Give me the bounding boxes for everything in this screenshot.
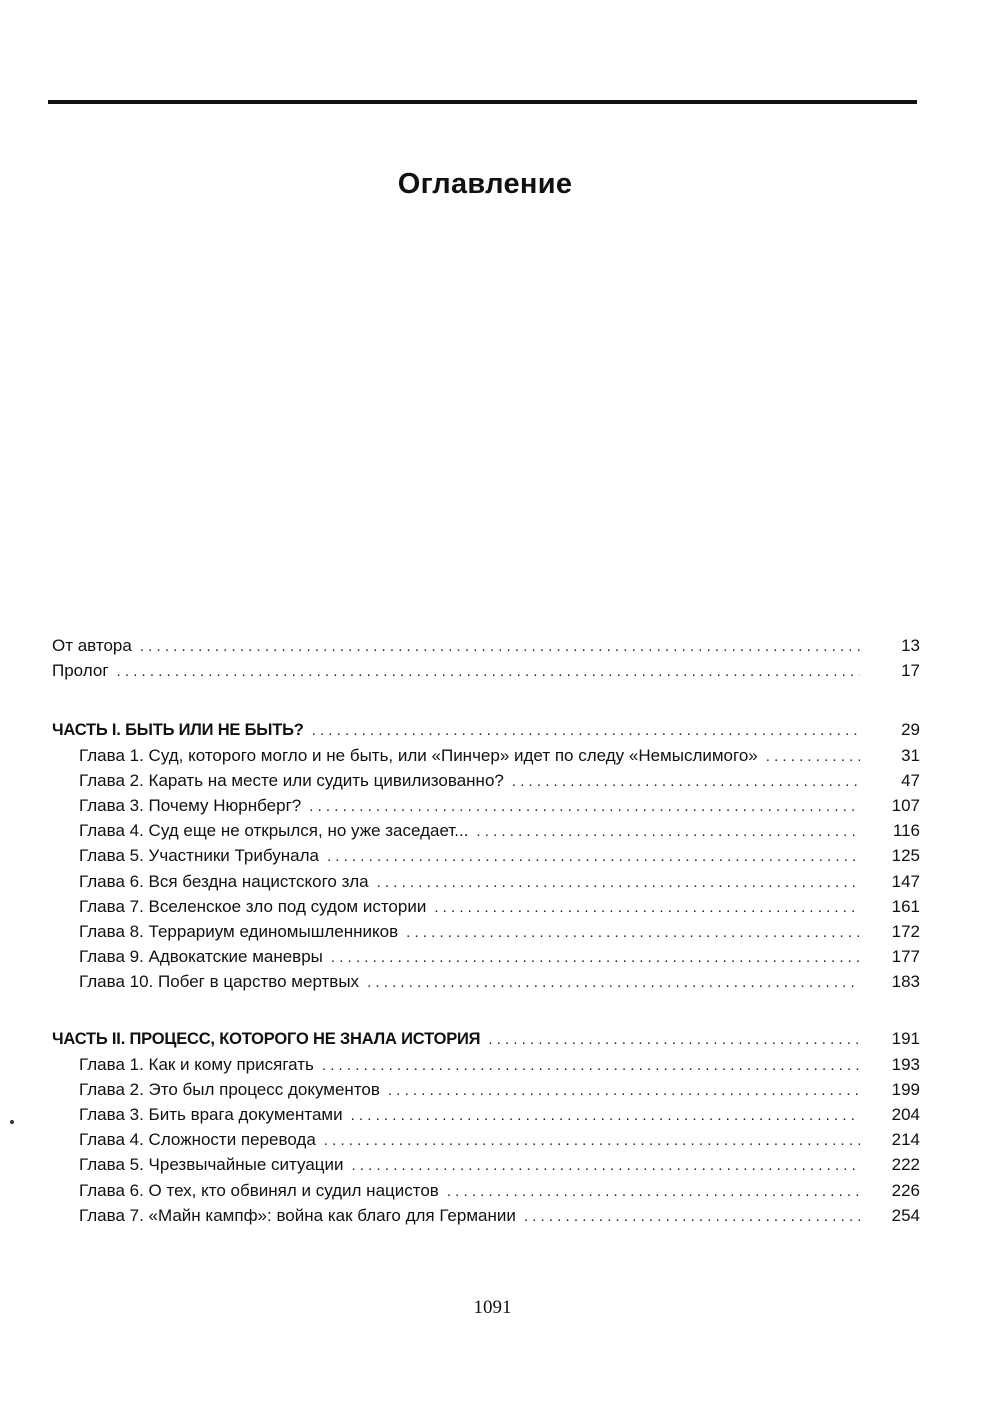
- toc-entry[interactable]: [52, 636, 922, 661]
- page-title: Оглавление: [397, 168, 573, 200]
- entry-title: Пролог: [52, 661, 109, 681]
- entry-title: Глава 4. Суд еще не открылся, но уже заседает...: [79, 821, 469, 841]
- entry-page-number: 177: [891, 947, 920, 967]
- dot-leader: [351, 1107, 860, 1124]
- entry-title: Глава 5. Участники Трибунала: [79, 846, 319, 866]
- dot-leader: [324, 1132, 860, 1149]
- dot-leader: [352, 1157, 860, 1174]
- toc-entry[interactable]: [52, 661, 922, 686]
- dot-leader: [476, 823, 860, 840]
- toc-chapter-entry[interactable]: [52, 1206, 922, 1231]
- entry-title: Глава 3. Бить врага документами: [79, 1105, 343, 1124]
- entry-page-number: 222: [891, 1155, 920, 1175]
- dot-leader: [140, 638, 860, 655]
- entry-title: Глава 7. «Майн кампф»: война как благо для Германии: [79, 1205, 516, 1225]
- entry-page-number: 125: [891, 846, 920, 866]
- dot-leader: [309, 798, 860, 815]
- entry-page-number: 226: [891, 1180, 920, 1200]
- toc-chapter-entry[interactable]: [52, 771, 922, 796]
- toc-chapter-entry[interactable]: [52, 746, 922, 771]
- part-2-section: [52, 1029, 922, 1231]
- dot-leader: [406, 924, 860, 941]
- toc-chapter-entry[interactable]: [52, 1080, 922, 1105]
- part-1-section: [52, 720, 922, 997]
- entry-page-number: 107: [891, 795, 920, 815]
- entry-title: Глава 6. О тех, кто обвинял и судил нацистов: [79, 1180, 439, 1200]
- entry-page-number: 191: [891, 1029, 920, 1049]
- dot-leader: [117, 663, 860, 680]
- entry-title: ЧАСТЬ I. БЫТЬ ИЛИ НЕ БЫТЬ?: [52, 721, 304, 740]
- entry-title: Глава 4. Сложности перевода: [79, 1130, 316, 1150]
- scan-speck: [10, 1120, 14, 1124]
- dot-leader: [322, 1057, 860, 1074]
- toc-chapter-entry[interactable]: [52, 1055, 922, 1080]
- entry-title: Глава 1. Как и кому присягать: [79, 1054, 314, 1074]
- entry-page-number: 254: [891, 1205, 920, 1225]
- dot-leader: [766, 748, 860, 765]
- dot-leader: [447, 1183, 860, 1200]
- entry-title: Глава 7. Вселенское зло под судом истории: [79, 896, 427, 916]
- dot-leader: [327, 848, 860, 865]
- entry-title: Глава 5. Чрезвычайные ситуации: [79, 1155, 344, 1175]
- toc-chapter-entry[interactable]: [52, 846, 922, 871]
- toc-chapter-entry[interactable]: [52, 1130, 922, 1155]
- entry-title: Глава 2. Карать на месте или судить цивилизованно?: [79, 770, 504, 790]
- entry-title: Глава 3. Почему Нюрнберг?: [79, 795, 302, 815]
- front-matter: [52, 636, 922, 686]
- entry-title: От автора: [52, 636, 132, 655]
- dot-leader: [512, 773, 860, 790]
- dot-leader: [367, 974, 860, 991]
- entry-page-number: 29: [901, 720, 920, 740]
- section-gap: [52, 686, 922, 720]
- entry-page-number: 172: [891, 921, 920, 941]
- dot-leader: [388, 1082, 860, 1099]
- dot-leader: [488, 1031, 860, 1048]
- entry-title: Глава 1. Суд, которого могло и не быть, или «Пинчер» идет по следу «Немыслимого»: [79, 745, 758, 765]
- entry-page-number: 147: [891, 871, 920, 891]
- toc-chapter-entry[interactable]: [52, 947, 922, 972]
- entry-page-number: 17: [901, 661, 920, 681]
- dot-leader: [524, 1208, 860, 1225]
- section-gap: [52, 997, 922, 1029]
- entry-title: Глава 6. Вся бездна нацистского зла: [79, 871, 369, 891]
- entry-title: Глава 2. Это был процесс документов: [79, 1079, 380, 1099]
- toc-chapter-entry[interactable]: [52, 1105, 922, 1130]
- entry-page-number: 199: [891, 1079, 920, 1099]
- toc-chapter-entry[interactable]: [52, 922, 922, 947]
- toc-chapter-entry[interactable]: [52, 821, 922, 846]
- dot-leader: [377, 874, 860, 891]
- entry-page-number: 116: [892, 821, 920, 841]
- entry-page-number: 31: [901, 745, 920, 765]
- page-number: 1091: [473, 1297, 512, 1318]
- entry-title: Глава 8. Террариум единомышленников: [79, 921, 399, 941]
- entry-page-number: 204: [891, 1105, 920, 1124]
- entry-page-number: 193: [891, 1054, 920, 1074]
- toc-chapter-entry[interactable]: [52, 972, 922, 997]
- table-of-contents: [52, 636, 922, 1231]
- entry-title: Глава 9. Адвокатские маневры: [79, 947, 323, 967]
- entry-page-number: 214: [891, 1130, 920, 1150]
- top-rule: [48, 100, 917, 104]
- toc-part-heading[interactable]: [52, 720, 922, 745]
- toc-chapter-entry[interactable]: [52, 796, 922, 821]
- dot-leader: [331, 949, 860, 966]
- entry-page-number: 183: [891, 972, 920, 992]
- entry-page-number: 13: [901, 636, 920, 655]
- toc-chapter-entry[interactable]: [52, 897, 922, 922]
- dot-leader: [434, 899, 860, 916]
- entry-page-number: 161: [891, 896, 920, 916]
- dot-leader: [312, 722, 860, 739]
- toc-part-heading[interactable]: [52, 1029, 922, 1054]
- toc-chapter-entry[interactable]: [52, 872, 922, 897]
- toc-chapter-entry[interactable]: [52, 1181, 922, 1206]
- entry-page-number: 47: [901, 770, 920, 790]
- entry-title: ЧАСТЬ II. ПРОЦЕСС, КОТОРОГО НЕ ЗНАЛА ИСТОРИЯ: [52, 1030, 481, 1049]
- toc-chapter-entry[interactable]: [52, 1155, 922, 1180]
- entry-title: Глава 10. Побег в царство мертвых: [79, 972, 360, 992]
